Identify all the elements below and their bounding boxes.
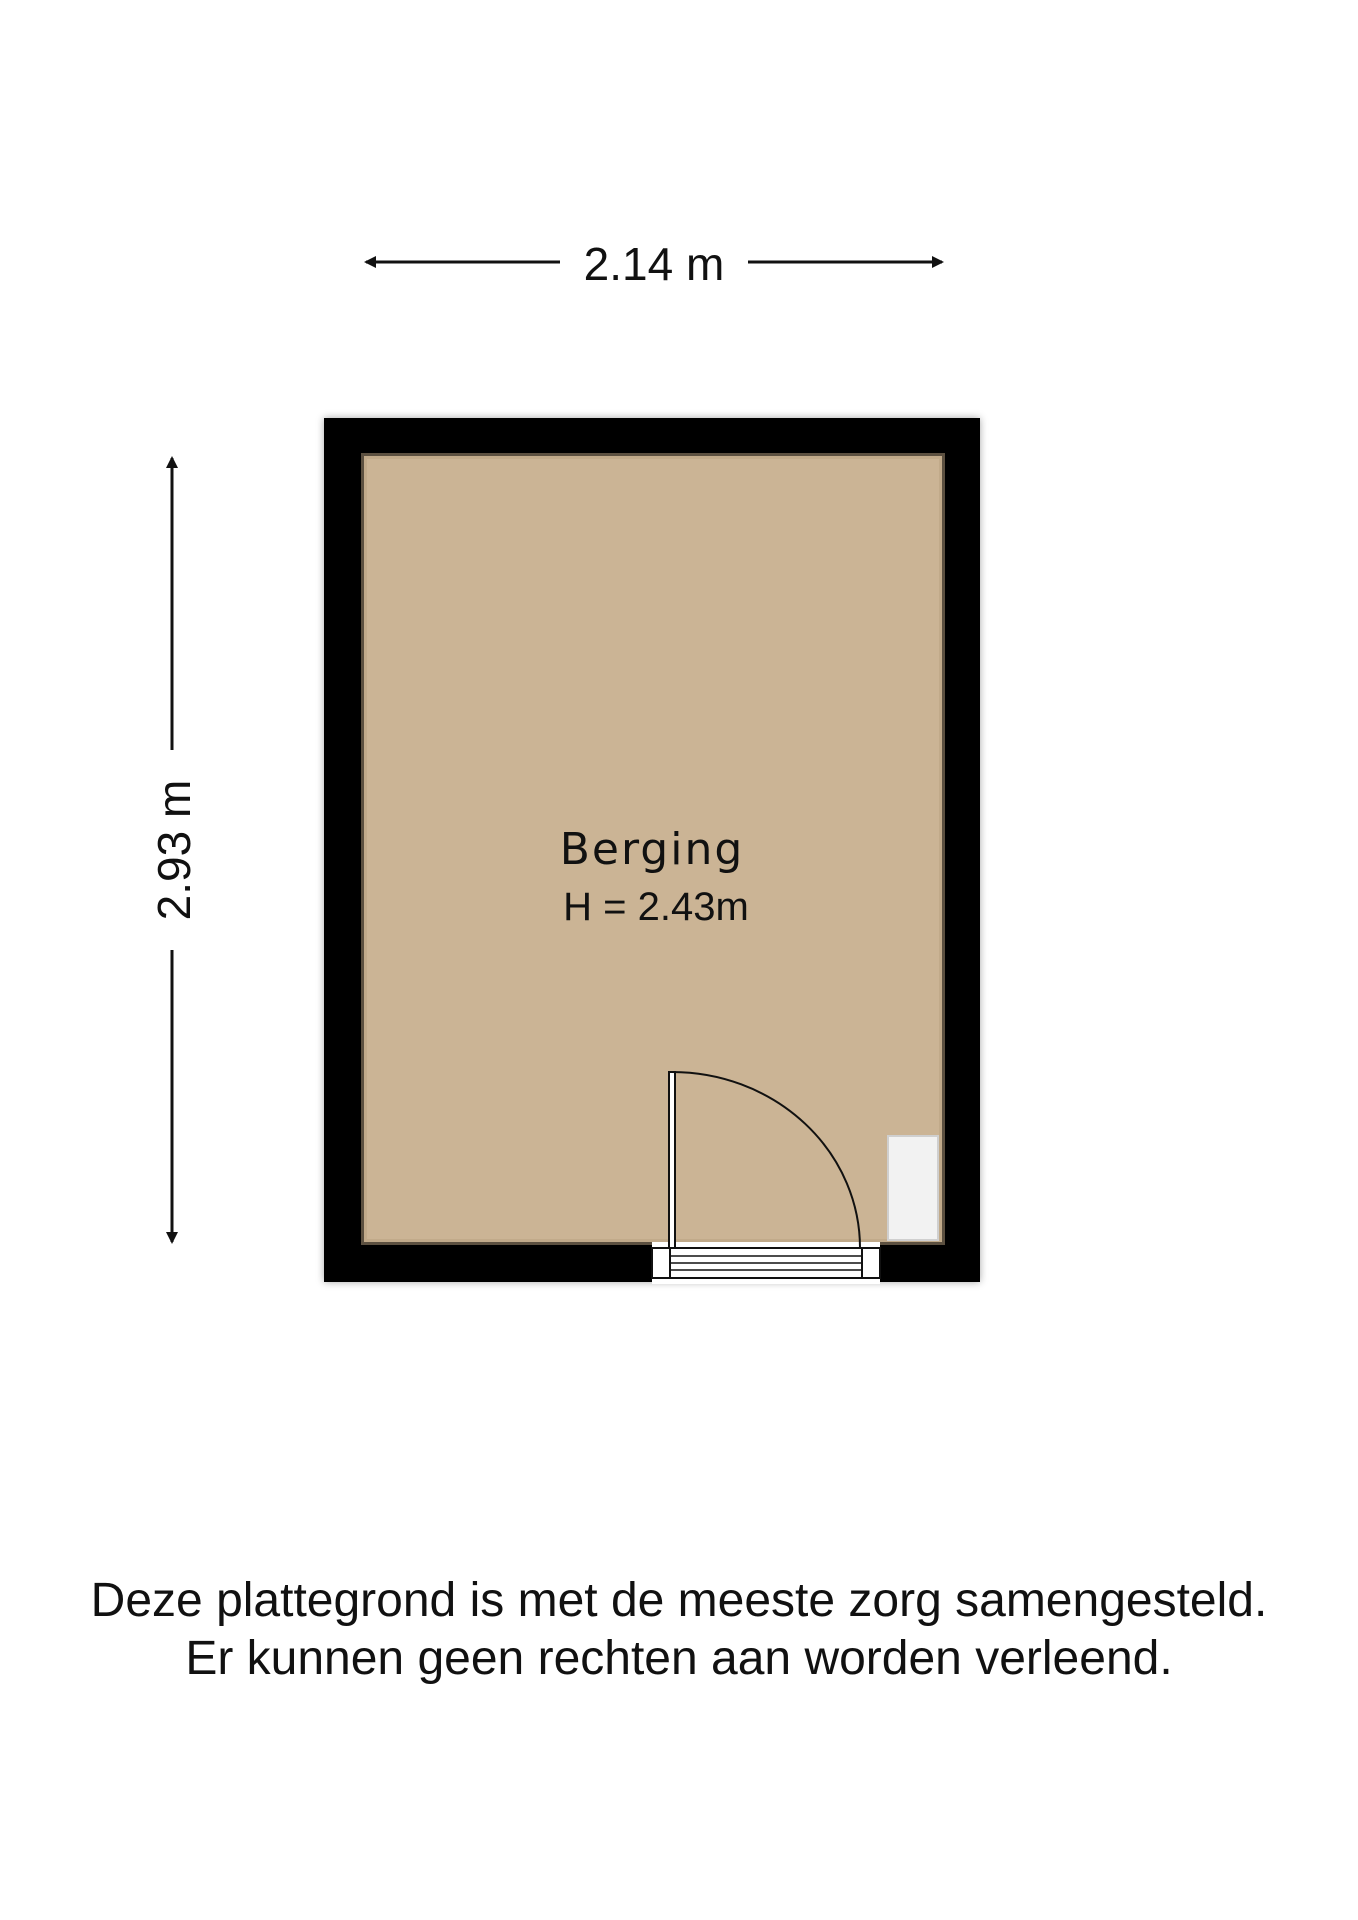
door-leaf bbox=[669, 1072, 675, 1248]
door-jamb-left bbox=[652, 1248, 670, 1278]
room-name: Berging bbox=[559, 824, 745, 875]
depth-dimension bbox=[148, 458, 200, 1242]
disclaimer-line-2: Er kunnen geen rechten aan worden verleend. bbox=[185, 1632, 1173, 1685]
door-jamb-right bbox=[862, 1248, 880, 1278]
fixture-cabinet bbox=[888, 1136, 938, 1240]
width-dimension-label: 2.14 m bbox=[583, 238, 725, 290]
room-height: H = 2.43m bbox=[563, 885, 749, 929]
depth-dimension-label: 2.93 m bbox=[148, 779, 200, 921]
width-dimension bbox=[366, 238, 942, 290]
disclaimer-line-1: Deze plattegrond is met de meeste zorg samengesteld. bbox=[90, 1574, 1268, 1627]
